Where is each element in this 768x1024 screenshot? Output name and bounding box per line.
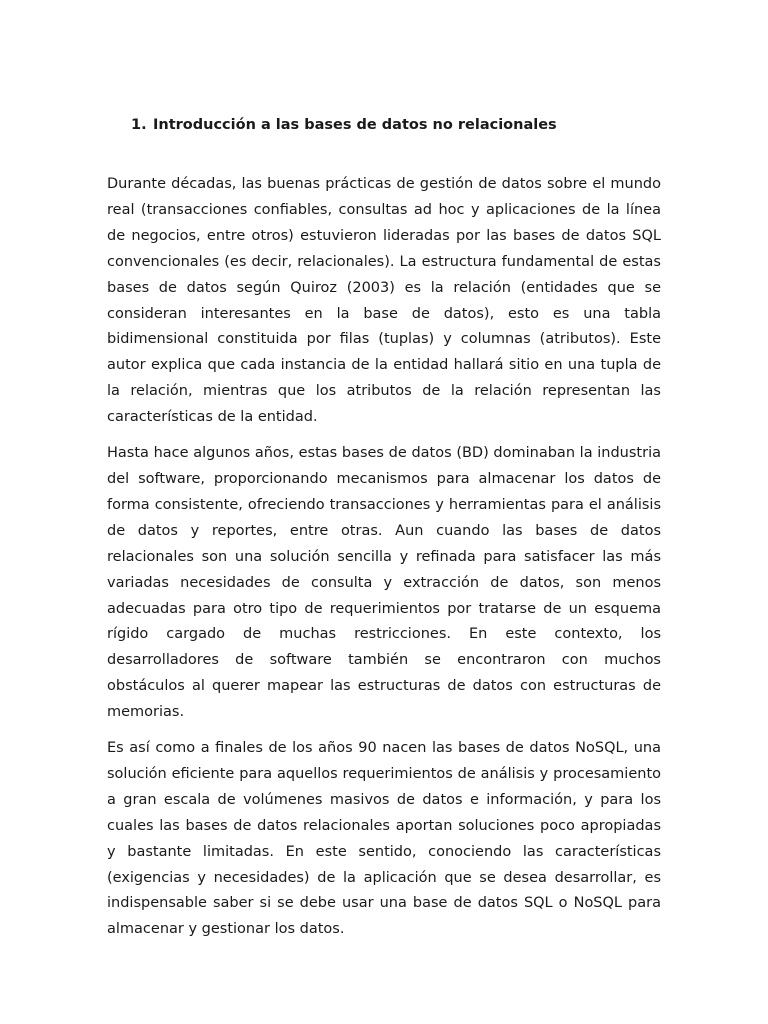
document-page [107, 114, 661, 953]
paragraph-3: Es así como a finales de los años 90 nacen las bases de datos NoSQL, una solución eficiente para aquellos requerimientos de análisis y procesamiento a gran escala de volúmenes masivos de datos e información, y para los cuales las bases de datos relacionales aportan soluciones poco apropiadas y bastante limitadas. En este sentido, conociendo las características (exigencias y necesidades) de la aplicación que se desea desarrollar, es indispensable saber si se debe usar una base de datos SQL o NoSQL para almacenar y gestionar los datos. [107, 740, 661, 938]
paragraph-2: Hasta hace algunos años, estas bases de datos (BD) dominaban la industria del software, proporcionando mecanismos para almacenar los datos de forma consistente, ofreciendo transacciones y herramientas para el análisis de datos y reportes, entre otras. Aun cuando las bases de datos relacionales son una solución sencilla y refinada para satisfacer las más variadas necesidades de consulta y extracción de datos, son menos adecuadas para otro tipo de requerimientos por tratarse de un esquema rígido cargado de muchas restricciones. En este contexto, los desarrolladores de software también se encontraron con muchos obstáculos al querer mapear las estructuras de datos con estructuras de memorias. [107, 445, 661, 721]
section-heading [131, 114, 661, 136]
paragraph-1: Durante décadas, las buenas prácticas de gestión de datos sobre el mundo real (transacciones confiables, consultas ad hoc y aplicaciones de la línea de negocios, entre otros) estuvieron lideradas por las bases de datos SQL convencionales (es decir, relacionales). La estructura fundamental de estas bases de datos según Quiroz (2003) es la relación (entidades que se consideran interesantes en la base de datos), esto es una tabla bidimensional constituida por filas (tuplas) y columnas (atributos). Este autor explica que cada instancia de la entidad hallará sitio en una tupla de la relación, mientras que los atributos de la relación representan las características de la entidad. [107, 176, 661, 426]
section-number: 1. [131, 117, 147, 133]
section-title: Introducción a las bases de datos no relacionales [153, 117, 557, 133]
